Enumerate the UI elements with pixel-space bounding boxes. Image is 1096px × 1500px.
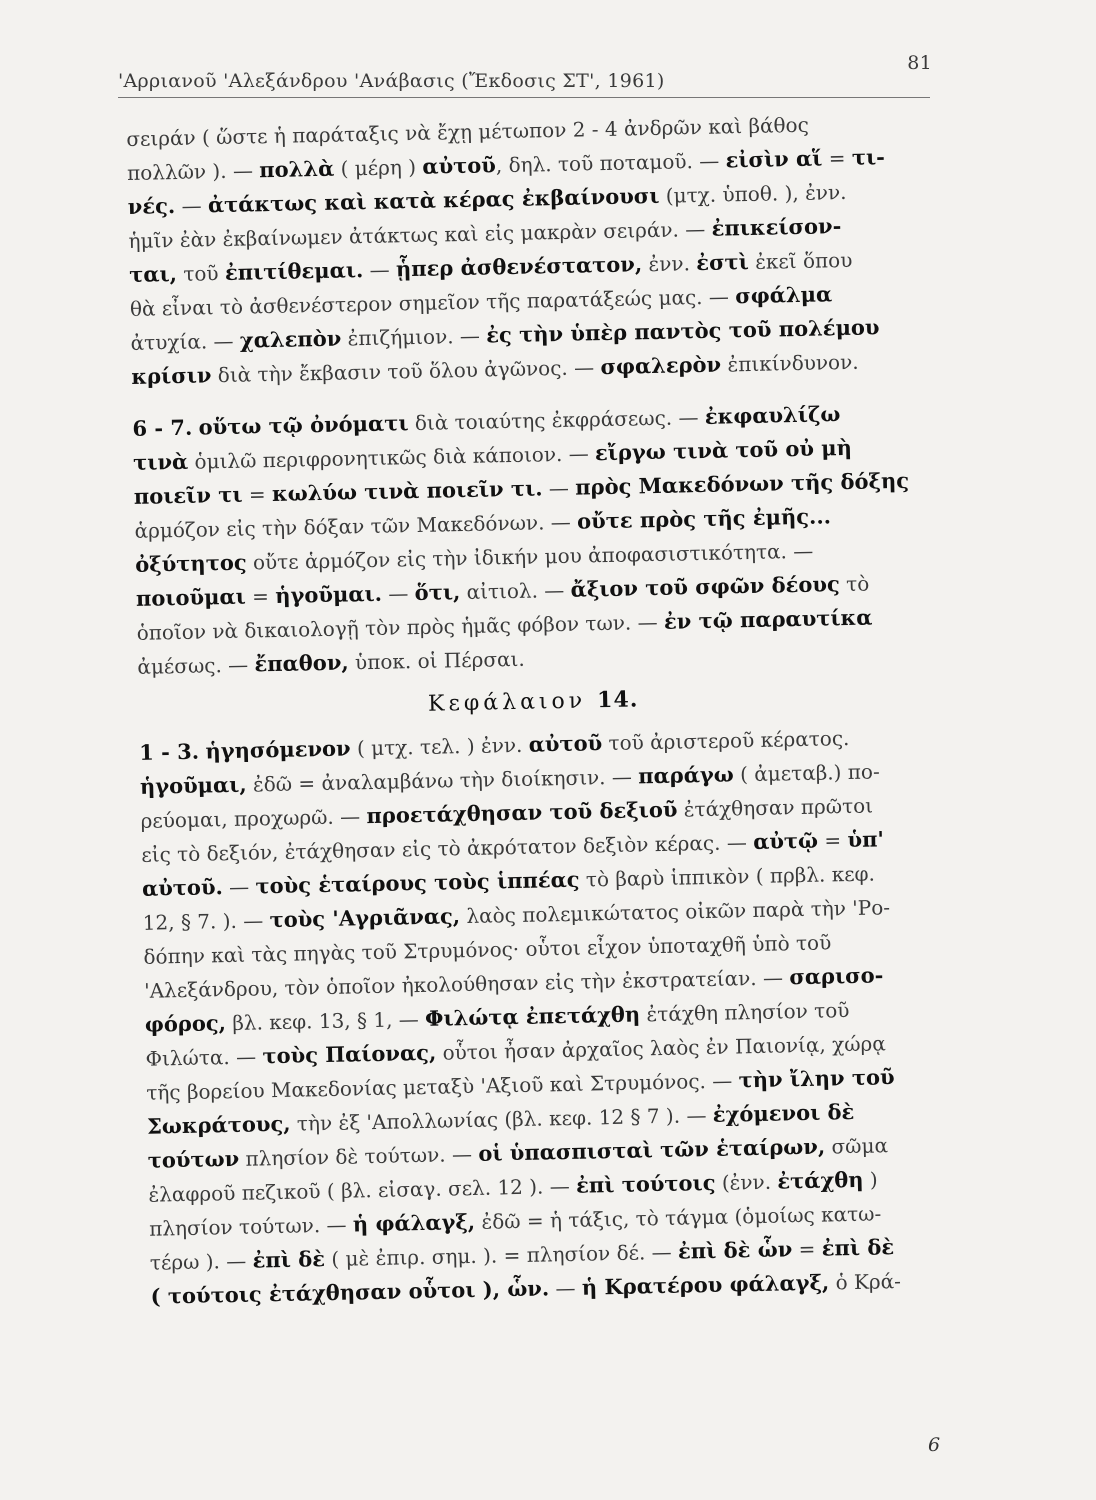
signature-mark: 6 bbox=[928, 1434, 941, 1456]
gloss-text: τέρω ). — bbox=[149, 1248, 253, 1275]
lemma-term: ἐπὶ δὲ ὧν bbox=[677, 1236, 793, 1264]
gloss-text: τὸ bbox=[839, 571, 870, 597]
gloss-text: εἰς τὸ δεξιόν, ἐτάχθησαν εἰς τὸ ἀκρότατον δεξιὸν κέρας. — bbox=[141, 830, 754, 867]
gloss-text: ἐνν. bbox=[641, 251, 697, 277]
lemma-term: ὅτι, bbox=[414, 579, 461, 606]
lemma-term: ἐστὶ bbox=[696, 248, 750, 276]
gloss-text: — bbox=[381, 581, 415, 606]
gloss-text: = bbox=[242, 482, 273, 507]
gloss-text: πλησίον δὲ τούτων. — bbox=[238, 1141, 479, 1171]
gloss-text: ἐτάχθη πλησίον τοῦ bbox=[639, 998, 850, 1027]
gloss-text: σῶμα bbox=[824, 1133, 889, 1159]
gloss-text: , δηλ. τοῦ ποταμοῦ. — bbox=[495, 148, 726, 178]
lemma-term: ἐπὶ δὲ bbox=[252, 1246, 326, 1273]
gloss-text: (ἐνν. bbox=[715, 1169, 778, 1195]
lemma-term: ἡ φάλαγξ, bbox=[352, 1208, 476, 1237]
gloss-text: 'Αλεξάνδρου, τὸν ὁποῖον ἠκολούθησαν εἰς τὴν ἐκστρατείαν. — bbox=[143, 965, 790, 1003]
gloss-text: πλησίον τούτων. — bbox=[148, 1212, 354, 1241]
lemma-term: ἐπιτίθεμαι. bbox=[224, 257, 364, 285]
lemma-term: ται, bbox=[128, 260, 178, 287]
lemma-term: τοὺς Παίονας, bbox=[262, 1039, 437, 1069]
gloss-text: ὑποκ. οἱ Πέρσαι. bbox=[348, 646, 525, 675]
lemma-term: οἱ ὑπασπισταὶ τῶν ἑταίρων, bbox=[478, 1133, 826, 1166]
lemma-term: αὐτοῦ bbox=[422, 152, 497, 179]
lemma-term: ἐχόμενοι δὲ bbox=[712, 1098, 855, 1127]
gloss-text: ἐπικίνδυνον. bbox=[720, 349, 859, 377]
gloss-text: ὁ Κρά- bbox=[828, 1269, 902, 1295]
gloss-text: — bbox=[222, 874, 256, 900]
gloss-text: 12, § 7. ). — bbox=[142, 908, 270, 935]
gloss-text: = bbox=[822, 145, 853, 171]
lemma-term: σαρισο- bbox=[789, 962, 884, 990]
gloss-text: — bbox=[174, 193, 209, 218]
lemma-term: σφάλμα bbox=[734, 281, 833, 309]
gloss-text: = bbox=[792, 1236, 822, 1262]
gloss-text: = bbox=[245, 583, 276, 609]
gloss-text: οὗτοι ἦσαν ἀρχαῖος λαὸς ἐν Παιονίᾳ, χώρᾳ bbox=[435, 1031, 887, 1065]
lemma-term: ἐν τῷ παραυτίκα bbox=[663, 604, 873, 634]
gloss-text: πολλῶν ). — bbox=[126, 158, 260, 185]
lemma-term: τι- bbox=[851, 144, 886, 170]
gloss-text: βλ. κεφ. 13, § 1, — bbox=[225, 1006, 426, 1036]
lemma-term: τοὺς 'Αγριᾶνας, bbox=[269, 903, 461, 933]
lemma-term: τούτων bbox=[147, 1145, 240, 1173]
gloss-text: (μτχ. ὑποθ. ), ἐνν. bbox=[659, 179, 847, 208]
lemma-term: ἄξιον τοῦ σφῶν δέους bbox=[570, 571, 841, 602]
gloss-text: διὰ τὴν ἔκβασιν τοῦ ὅλου ἀγῶνος. — bbox=[211, 355, 601, 388]
lemma-term: εἰσὶν αἵ bbox=[725, 145, 823, 173]
lemma-term: ὀξύτητος bbox=[135, 549, 247, 577]
lemma-term: τοὺς ἑταίρους τοὺς ἱππέας bbox=[255, 866, 580, 899]
gloss-text: Κεφάλαιον bbox=[427, 688, 598, 717]
lemma-term: τινὰ bbox=[132, 448, 189, 475]
gloss-text: ( μτχ. τελ. ) ἐνν. bbox=[350, 732, 529, 761]
gloss-text: ἡμῖν ἐὰν ἐκβαίνωμεν ἀτάκτως καὶ εἰς μακρὰν σειράν. — bbox=[128, 216, 712, 253]
lemma-term: εἴργω τινὰ τοῦ οὐ μὴ bbox=[594, 434, 853, 466]
lemma-term: ἀτάκτως καὶ κατὰ κέρας ἐκβαίνουσι bbox=[207, 182, 660, 218]
lemma-term: ἐτάχθη bbox=[777, 1166, 864, 1194]
commentary-text bbox=[126, 105, 981, 1314]
lemma-term: ἡ Κρατέρου φάλαγξ, bbox=[581, 1269, 830, 1300]
lemma-term: 6 - 7. bbox=[132, 414, 193, 441]
header-title: 'Αρριανοῦ 'Αλεξάνδρου 'Ανάβασις (Ἔκδοσις ΣΤ', 1961) bbox=[118, 70, 665, 92]
lemma-term: κρίσιν bbox=[131, 362, 212, 389]
gloss-text: ( μέρη ) bbox=[334, 154, 423, 181]
lemma-term: πολλὰ bbox=[259, 155, 335, 183]
lemma-term: Σωκράτους, bbox=[146, 1110, 291, 1139]
gloss-text: ἀτυχία. — bbox=[130, 328, 241, 355]
gloss-text: ἐτάχθησαν πρῶτοι bbox=[677, 793, 874, 822]
lemma-term: κωλύω τινὰ ποιεῖν τι. bbox=[271, 475, 543, 507]
gloss-text: αἰτιολ. — bbox=[460, 577, 571, 605]
gloss-text: ἐκεῖ ὅπου bbox=[748, 247, 853, 274]
gloss-text: ἐδῶ = ἀναλαμβάνω τὴν διοίκησιν. — bbox=[246, 764, 639, 797]
lemma-term: ποιεῖν τι bbox=[133, 481, 243, 509]
gloss-text: — bbox=[548, 1275, 583, 1301]
gloss-text: ἐπιζήμιον. — bbox=[341, 323, 487, 351]
lemma-term: Φιλώτᾳ ἐπετάχθη bbox=[424, 1001, 641, 1031]
lemma-term: οὕτω τῷ ὀνόματι bbox=[198, 410, 409, 440]
gloss-text: ὁμιλῶ περιφρονητικῶς διὰ κάποιον. — bbox=[187, 441, 596, 474]
lemma-term: ἐς τὴν ὑπὲρ παντὸς τοῦ πολέμου bbox=[485, 314, 880, 348]
gloss-text: — bbox=[363, 257, 397, 283]
gloss-text: τῆς βορείου Μακεδονίας μεταξὺ 'Αξιοῦ καὶ Στρυμόνος. — bbox=[146, 1068, 739, 1105]
lemma-term: αὐτοῦ. bbox=[141, 874, 224, 901]
gloss-text: ) bbox=[863, 1167, 878, 1192]
lemma-term: ἡγοῦμαι. bbox=[274, 580, 383, 608]
gloss-text: ἐδῶ = ἡ τάξις, τὸ τάγμα (ὁμοίως κατω- bbox=[474, 1201, 882, 1234]
gloss-text: τὸ βαρὺ ἱππικὸν ( πρβλ. κεφ. bbox=[579, 861, 876, 892]
gloss-text: ἁρμόζον εἰς τὴν δόξαν τῶν Μακεδόνων. — bbox=[134, 509, 578, 543]
gloss-text: οὔτε ἁρμόζον εἰς τὴν ἰδικήν μου ἀποφασιστικότητα. — bbox=[246, 538, 814, 575]
lemma-term: νές. bbox=[127, 192, 176, 219]
lemma-term: ᾗπερ ἀσθενέστατον, bbox=[395, 251, 643, 282]
lemma-term: ἐπικείσον- bbox=[711, 213, 842, 241]
gloss-text: σειράν ( ὥστε ἡ παράταξις νὰ ἔχῃ μέτωπον 2 - 4 ἀνδρῶν καὶ βάθος bbox=[126, 112, 810, 151]
gloss-text: = bbox=[817, 828, 848, 853]
gloss-text: δόπην καὶ τὰς πηγὰς τοῦ Στρυμόνος· οὗτοι εἶχον ὑποταχθῆ ὑπὸ τοῦ bbox=[143, 930, 832, 969]
lemma-term: σφαλερὸν bbox=[600, 351, 722, 380]
gloss-text: ὁποῖον νὰ δικαιολογῇ τὸν πρὸς ἡμᾶς φόβον των. — bbox=[136, 609, 665, 645]
gloss-text: Φιλώτα. — bbox=[145, 1044, 263, 1071]
gloss-text: τοῦ bbox=[176, 260, 226, 286]
lemma-term: ἔπαθον, bbox=[254, 649, 349, 677]
lemma-term: αὐτῷ bbox=[752, 827, 819, 855]
lemma-term: ( τούτοις ἐτάχθησαν οὗτοι ), ὧν. bbox=[150, 1275, 550, 1309]
page-number: 81 bbox=[907, 52, 932, 74]
lemma-term: τὴν ἴλην τοῦ bbox=[738, 1064, 895, 1093]
gloss-text: λαὸς πολεμικώτατος οἰκῶν παρὰ τὴν 'Ρο- bbox=[459, 895, 891, 929]
gloss-text: — bbox=[542, 475, 576, 501]
lemma-term: ἐπὶ δὲ bbox=[821, 1234, 895, 1261]
lemma-term: ἐπὶ τούτοις bbox=[575, 1169, 716, 1198]
lemma-term: οὔτε πρὸς τῆς ἐμῆς... bbox=[576, 503, 832, 534]
lemma-term: προετάχθησαν τοῦ δεξιοῦ bbox=[366, 796, 678, 829]
gloss-text: ( μὲ ἐπιρ. σημ. ). = πλησίον δέ. — bbox=[324, 1239, 679, 1272]
lemma-term: φόρος, bbox=[144, 1010, 227, 1037]
lemma-term: ἐκφαυλίζω bbox=[704, 401, 841, 429]
gloss-text: ( ἀμεταβ.) πο- bbox=[733, 759, 880, 787]
lemma-term: ἡγησόμενον bbox=[205, 735, 351, 764]
lemma-term: ἡγοῦμαι, bbox=[139, 771, 247, 799]
lemma-term: 14. bbox=[596, 686, 639, 714]
gloss-text: διὰ τοιαύτης ἐκφράσεως. — bbox=[408, 404, 706, 436]
gloss-text: ἐλαφροῦ πεζικοῦ ( βλ. εἰσαγ. σελ. 12 ). — bbox=[148, 1173, 577, 1207]
gloss-text: τὴν ἐξ 'Απολλωνίας (βλ. κεφ. 12 § 7 ). — bbox=[290, 1102, 714, 1136]
lemma-term: αὐτοῦ bbox=[528, 730, 603, 757]
lemma-term: παράγω bbox=[637, 761, 734, 789]
header-rule bbox=[118, 97, 930, 98]
gloss-text: ἀμέσως. — bbox=[137, 652, 255, 679]
lemma-term: ποιοῦμαι bbox=[135, 583, 247, 611]
lemma-term: ὑπ' bbox=[847, 826, 885, 853]
gloss-text: θὰ εἶναι τὸ ἀσθενέστερον σημεῖον τῆς παρατάξεώς μας. — bbox=[129, 284, 736, 321]
gloss-text: ρεύομαι, προχωρῶ. — bbox=[140, 804, 367, 833]
lemma-term: χαλεπὸν bbox=[239, 325, 342, 353]
lemma-term: 1 - 3. bbox=[138, 738, 200, 765]
lemma-term: πρὸς Μακεδόνων τῆς δόξης bbox=[574, 467, 910, 500]
gloss-text: τοῦ ἀριστεροῦ κέρατος. bbox=[601, 725, 850, 756]
